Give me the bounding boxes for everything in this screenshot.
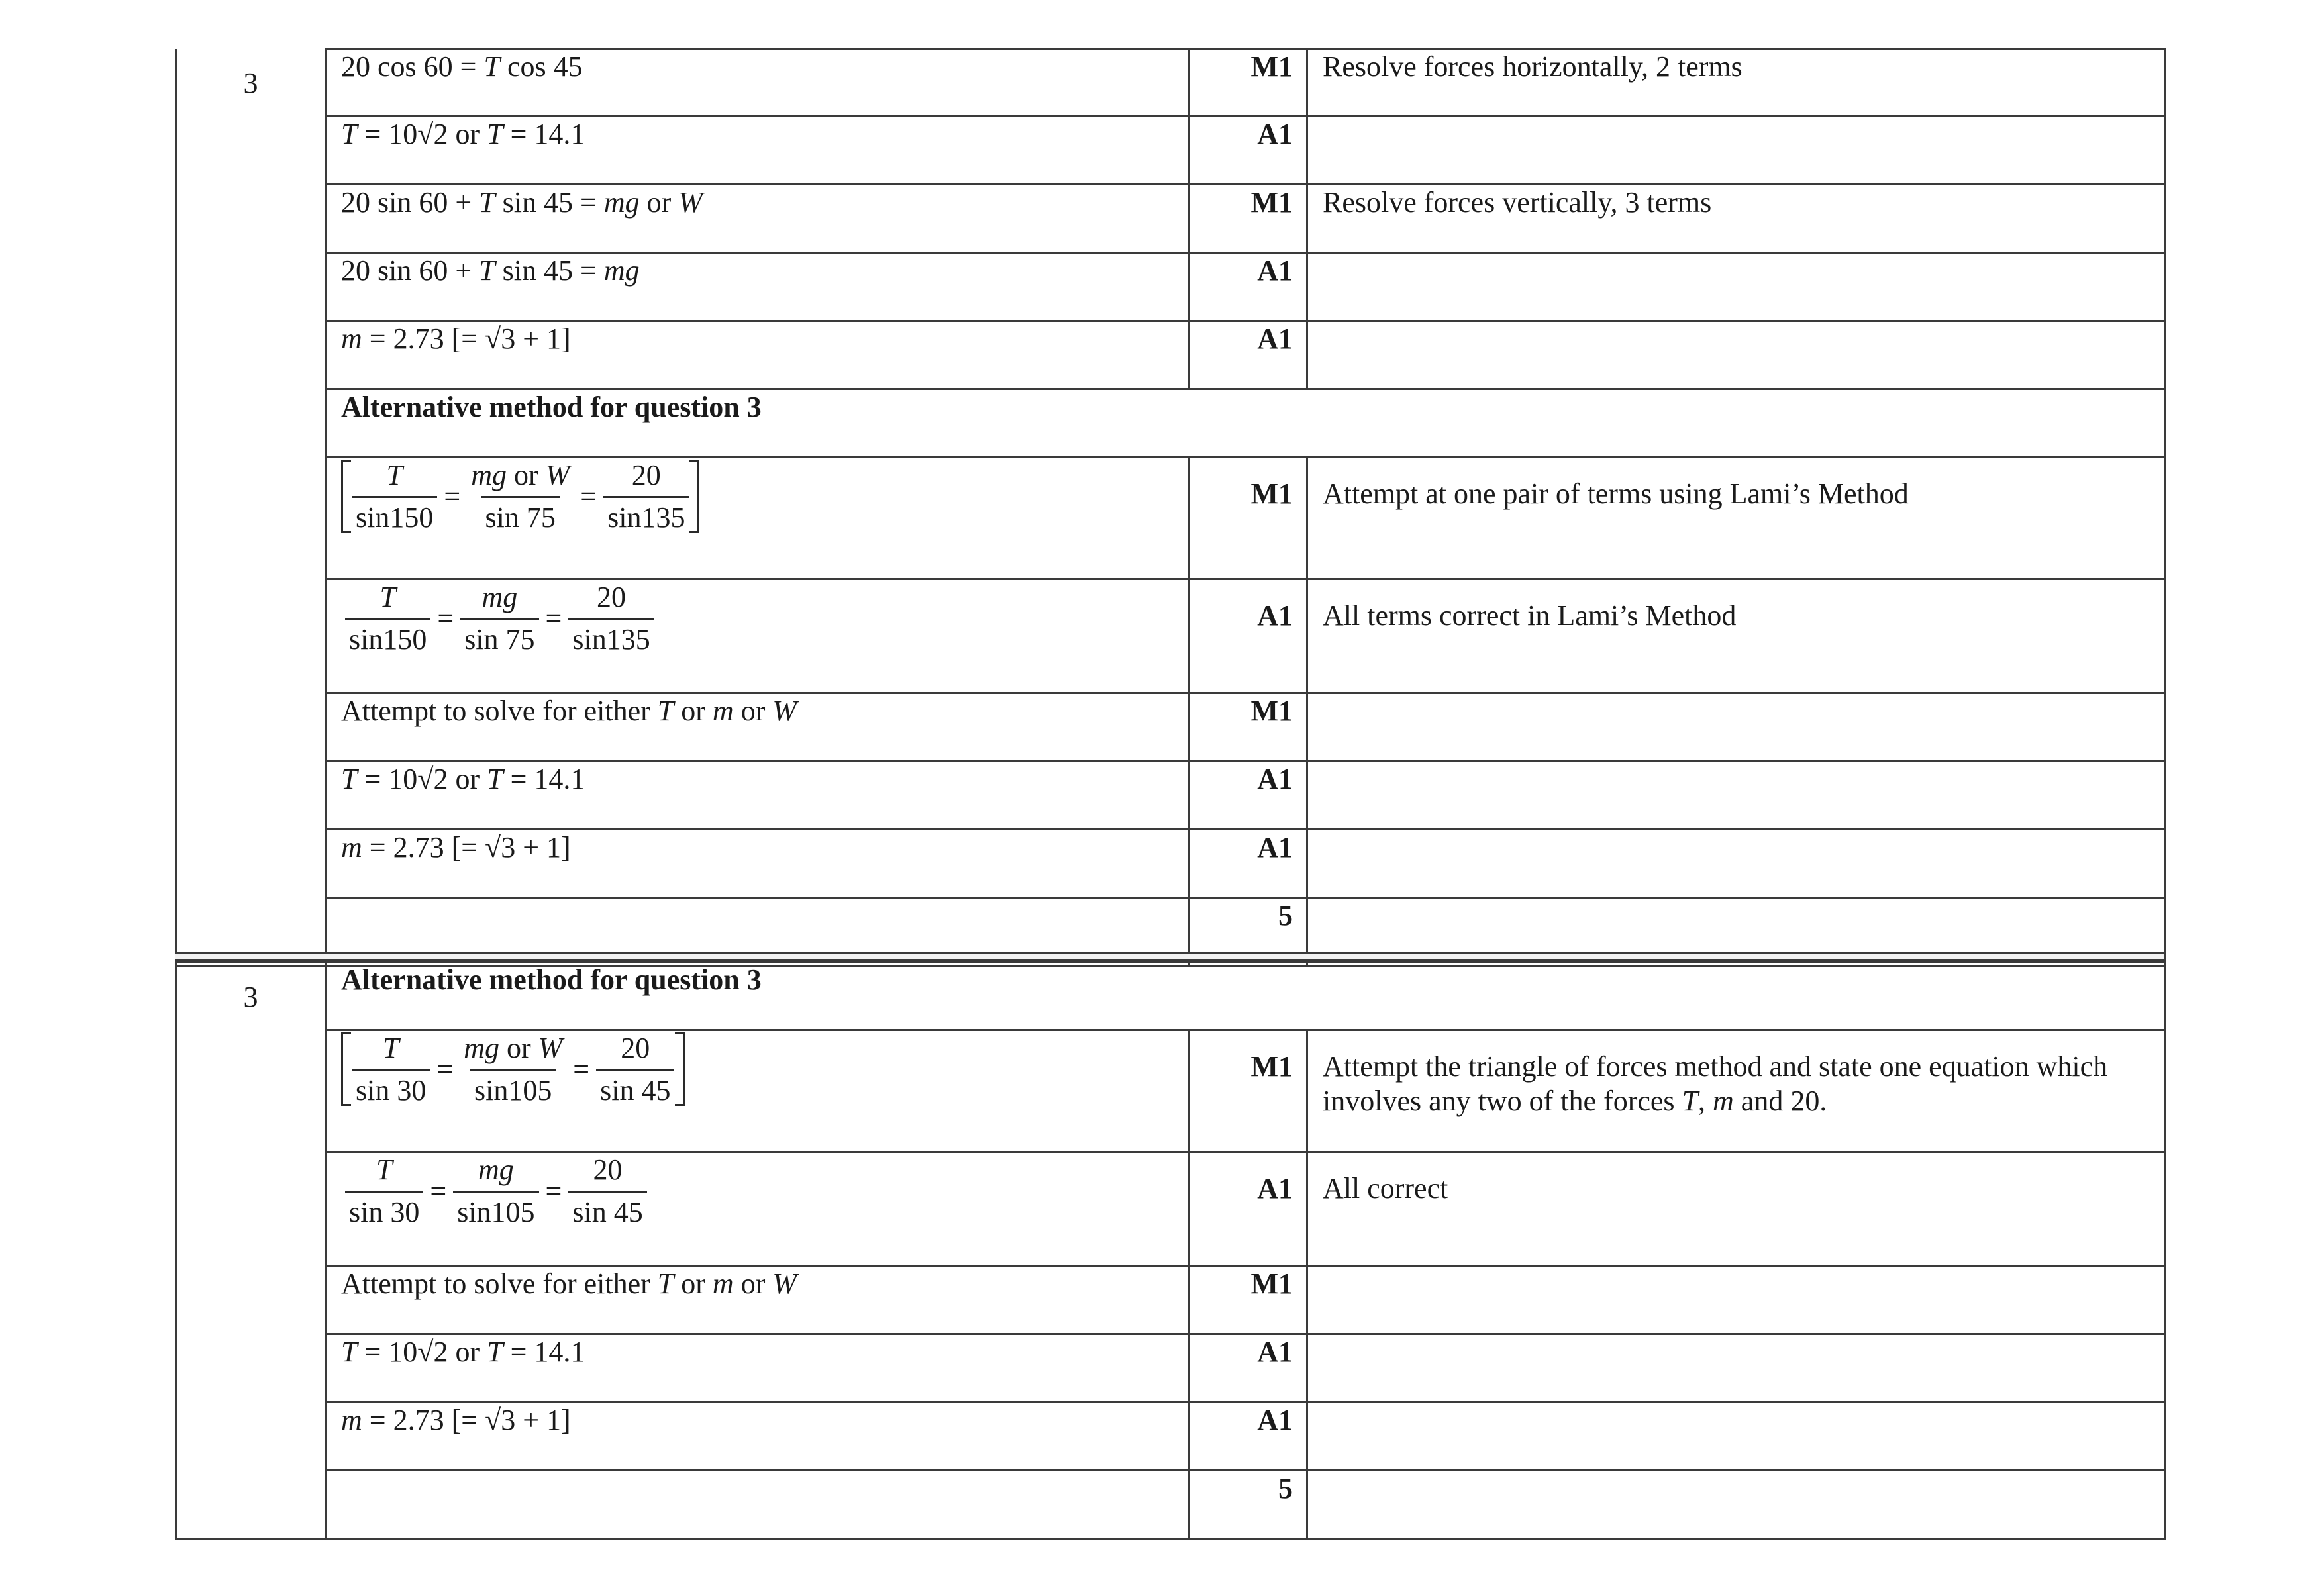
mark-cell: M1 (1189, 185, 1307, 253)
answer-cell (326, 579, 1189, 693)
guidance-cell (1307, 253, 2166, 321)
guidance-cell: All correct (1307, 1152, 2166, 1266)
table-row (176, 1030, 2166, 1152)
guidance-cell (1307, 1334, 2166, 1402)
mark-cell: M1 (1189, 693, 1307, 762)
triangle-of-forces-equation: $\frac{T}{\sin 30}$ = $\frac{\text{mg or W}}{\sin 105}$ = $\frac{20}{\sin 45}$ (341, 1031, 685, 1107)
answer-cell (326, 458, 1189, 579)
lami-equation: $\frac{T}{\sin 150}$ = $\frac{\text{mg or W}}{\sin 75}$ = $\frac{20}{\sin 135}$ (341, 458, 699, 534)
guidance-cell (1307, 321, 2166, 389)
table-row (176, 1266, 2166, 1334)
table-row (176, 1334, 2166, 1402)
answer-cell (326, 1030, 1189, 1152)
guidance-cell: Attempt the triangle of forces method and state one equation which involves any two of the forces T, m and 20. (1307, 1030, 2166, 1152)
table-row (176, 321, 2166, 389)
mark-cell: M1 (1189, 1030, 1307, 1152)
answer-cell: T = 10√2 or T = 14.1 (326, 117, 1189, 185)
guidance-cell: All terms correct in Lami’s Method (1307, 579, 2166, 693)
mark-cell: A1 (1189, 117, 1307, 185)
block-separator (175, 952, 2164, 961)
guidance-cell (1307, 830, 2166, 898)
answer-cell: m = 2.73 [= √3 + 1] (326, 321, 1189, 389)
table-row (176, 962, 2166, 1030)
alternative-method-heading: Alternative method for question 3 (326, 962, 2166, 1030)
guidance-cell: Attempt at one pair of terms using Lami’s Method (1307, 458, 2166, 579)
table-row (176, 1402, 2166, 1471)
table-row (176, 830, 2166, 898)
table-row (176, 49, 2166, 117)
table-row (176, 693, 2166, 762)
guidance-cell (1307, 117, 2166, 185)
guidance-cell (1307, 1266, 2166, 1334)
alternative-method-heading: Alternative method for question 3 (326, 389, 2166, 458)
mark-scheme-table-1 (175, 48, 2166, 967)
guidance-cell (1307, 693, 2166, 762)
mark-cell: M1 (1189, 1266, 1307, 1334)
total-mark: 5 (1189, 1471, 1307, 1539)
table-row (176, 458, 2166, 579)
answer-cell (326, 1471, 1189, 1539)
mark-cell: M1 (1189, 49, 1307, 117)
answer-cell: 20 cos 60 = T cos 45 (326, 49, 1189, 117)
mark-cell: A1 (1189, 830, 1307, 898)
guidance-cell: Resolve forces vertically, 3 terms (1307, 185, 2166, 253)
question-number: 3 (176, 49, 326, 966)
table-row (176, 762, 2166, 830)
guidance-cell (1307, 762, 2166, 830)
answer-cell: T = 10√2 or T = 14.1 (326, 1334, 1189, 1402)
answer-cell: Attempt to solve for either T or m or W (326, 1266, 1189, 1334)
answer-cell: 20 sin 60 + T sin 45 = mg (326, 253, 1189, 321)
triangle-of-forces-equation: $\frac{T}{\sin 30}$ = $\frac{mg}{\sin 105}$ = $\frac{20}{\sin 45}$ (341, 1153, 651, 1229)
mark-cell: A1 (1189, 1334, 1307, 1402)
mark-cell: A1 (1189, 1402, 1307, 1471)
table-row (176, 1152, 2166, 1266)
mark-cell: M1 (1189, 458, 1307, 579)
question-number: 3 (176, 962, 326, 1539)
mark-cell: A1 (1189, 321, 1307, 389)
mark-cell: A1 (1189, 579, 1307, 693)
table-row (176, 389, 2166, 458)
table-row (176, 579, 2166, 693)
mark-cell: A1 (1189, 253, 1307, 321)
guidance-cell (1307, 1402, 2166, 1471)
table-row (176, 117, 2166, 185)
lami-equation: $\frac{T}{\sin 150}$ = $\frac{mg}{\sin 75}$ = $\frac{20}{\sin 135}$ (341, 580, 658, 656)
guidance-cell: Resolve forces horizontally, 2 terms (1307, 49, 2166, 117)
table-row (176, 253, 2166, 321)
total-mark: 5 (1189, 898, 1307, 966)
table-row (176, 185, 2166, 253)
answer-cell: m = 2.73 [= √3 + 1] (326, 830, 1189, 898)
answer-cell: T = 10√2 or T = 14.1 (326, 762, 1189, 830)
mark-cell: A1 (1189, 762, 1307, 830)
table-row (176, 1471, 2166, 1539)
answer-cell: Attempt to solve for either T or m or W (326, 693, 1189, 762)
answer-cell: m = 2.73 [= √3 + 1] (326, 1402, 1189, 1471)
mark-scheme-table-2 (175, 961, 2166, 1540)
mark-cell: A1 (1189, 1152, 1307, 1266)
answer-cell (326, 1152, 1189, 1266)
answer-cell: 20 sin 60 + T sin 45 = mg or W (326, 185, 1189, 253)
guidance-cell (1307, 1471, 2166, 1539)
